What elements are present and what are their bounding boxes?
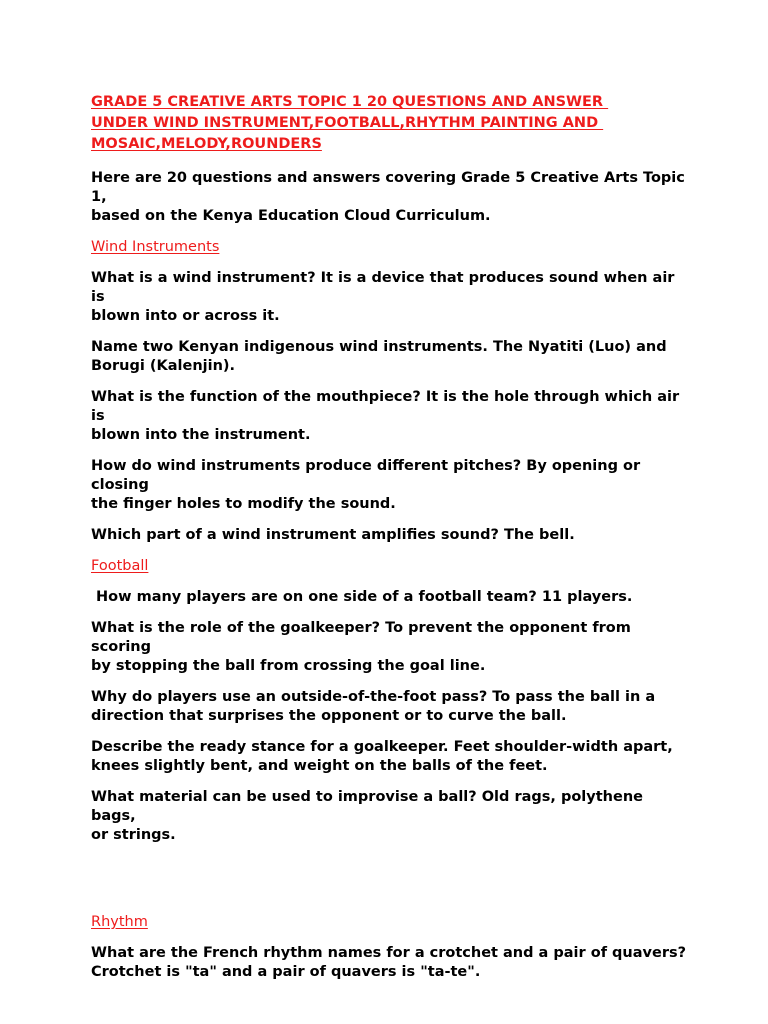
blank-space (91, 857, 691, 913)
title-line: GRADE 5 CREATIVE ARTS TOPIC 1 20 QUESTIONS AND ANSWER (91, 94, 609, 110)
qa-line: or strings. (91, 827, 176, 843)
qa-line: knees slightly bent, and weight on the balls of the feet. (91, 758, 548, 774)
qa-line: What is a wind instrument? It is a device that produces sound when air is (91, 270, 675, 305)
qa-line: Which part of a wind instrument amplifies sound? The bell. (91, 527, 575, 543)
section-football (91, 557, 691, 845)
qa-line: Why do players use an outside-of-the-foot pass? To pass the ball in a (91, 689, 656, 705)
section-wind-instruments (91, 238, 691, 545)
qa-line: What are the French rhythm names for a crotchet and a pair of quavers? (91, 945, 687, 961)
qa-item (91, 457, 691, 514)
document-title (91, 92, 691, 155)
qa-item (91, 788, 691, 845)
intro-line: based on the Kenya Education Cloud Curriculum. (91, 208, 491, 224)
qa-line: Describe the ready stance for a goalkeeper. Feet shoulder-width apart, (91, 739, 673, 755)
qa-item (91, 388, 691, 445)
qa-item (91, 688, 691, 726)
section-heading-football: Football (91, 558, 149, 574)
qa-item (91, 526, 691, 545)
qa-line: the finger holes to modify the sound. (91, 496, 396, 512)
document-page (91, 92, 691, 994)
section-heading-wind-instruments: Wind Instruments (91, 239, 220, 255)
section-heading-rhythm: Rhythm (91, 914, 148, 930)
qa-line: How many players are on one side of a football team? 11 players. (91, 589, 633, 605)
qa-item (91, 738, 691, 776)
qa-line: Crotchet is "ta" and a pair of quavers is "ta-te". (91, 964, 481, 980)
title-line: MOSAIC,MELODY,ROUNDERS (91, 136, 322, 152)
qa-line: Borugi (Kalenjin). (91, 358, 236, 374)
qa-item (91, 269, 691, 326)
qa-item (91, 338, 691, 376)
title-line: UNDER WIND INSTRUMENT,FOOTBALL,RHYTHM PAINTING AND (91, 115, 604, 131)
intro-paragraph (91, 169, 691, 226)
qa-line: blown into the instrument. (91, 427, 311, 443)
qa-item (91, 588, 691, 607)
qa-item (91, 619, 691, 676)
qa-line: What material can be used to improvise a ball? Old rags, polythene bags, (91, 789, 643, 824)
qa-line: Name two Kenyan indigenous wind instruments. The Nyatiti (Luo) and (91, 339, 667, 355)
qa-line: How do wind instruments produce different pitches? By opening or closing (91, 458, 641, 493)
qa-line: blown into or across it. (91, 308, 280, 324)
qa-line: What is the function of the mouthpiece? It is the hole through which air is (91, 389, 680, 424)
qa-item (91, 944, 691, 982)
section-rhythm (91, 913, 691, 982)
intro-line: Here are 20 questions and answers covering Grade 5 Creative Arts Topic 1, (91, 170, 685, 205)
qa-line: by stopping the ball from crossing the goal line. (91, 658, 486, 674)
qa-line: What is the role of the goalkeeper? To prevent the opponent from scoring (91, 620, 631, 655)
qa-line: direction that surprises the opponent or to curve the ball. (91, 708, 567, 724)
